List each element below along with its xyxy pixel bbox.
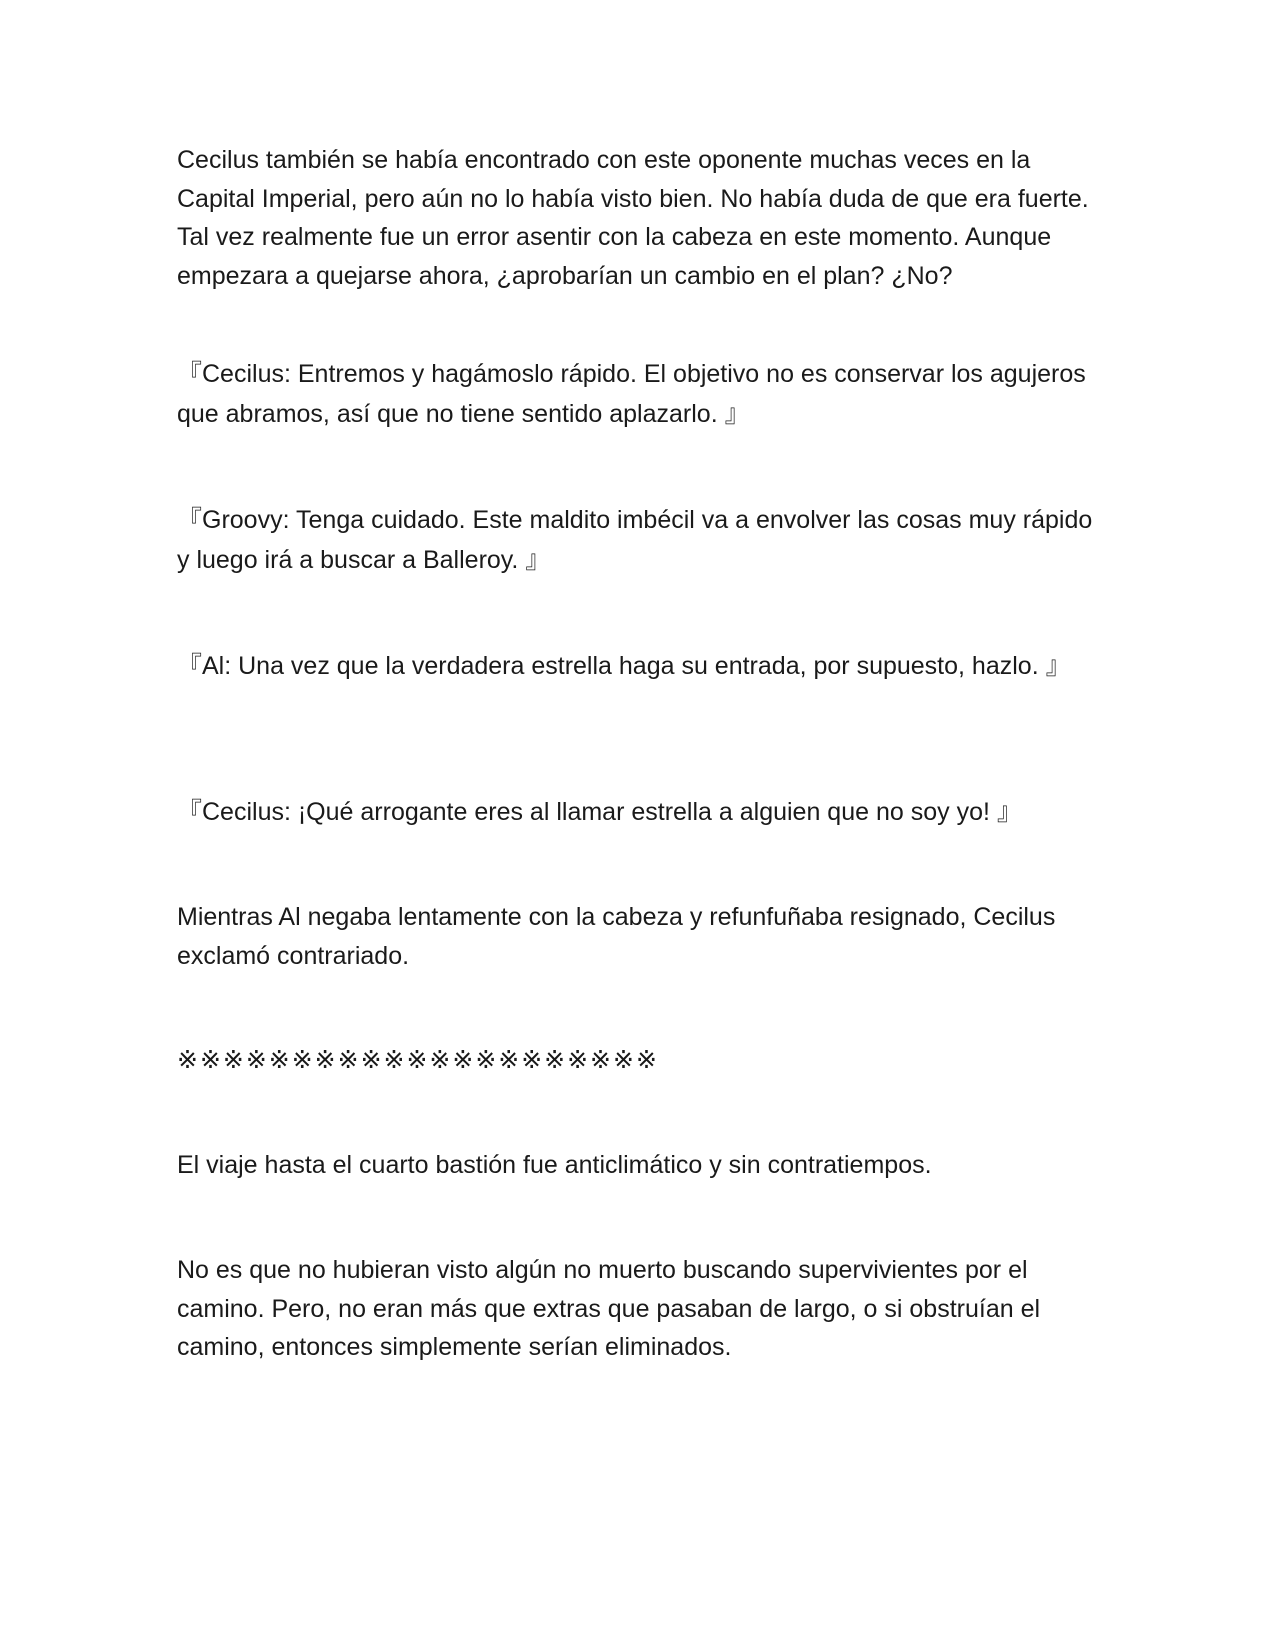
scene-break-separator: ※※※※※※※※※※※※※※※※※※※※※: [177, 1045, 659, 1074]
paragraph-no-muertos: No es que no hubieran visto algún no muerto buscando supervivientes por el camino. Pero, no eran más que extras que pasaban de largo, o si obstruían el camino, entonces simplemente serían eliminados.: [177, 1256, 1041, 1361]
paragraph-opening-narration: Cecilus también se había encontrado con este oponente muchas veces en la Capital Imperial, pero aún no lo había visto bien. No había duda de que era fuerte. Tal vez realmente fue un error asentir con la cabeza en este momento. Aunque empezara a quejarse ahora, ¿aprobarían un cambio en el plan? ¿No?: [177, 146, 1089, 290]
paragraph-viaje-bastion: El viaje hasta el cuarto bastión fue anticlimático y sin contratiempos.: [177, 1151, 932, 1179]
dialogue-al-estrella: 『Al: Una vez que la verdadera estrella haga su entrada, por supuesto, hazlo. 』: [177, 652, 1071, 680]
paragraph-al-resignado: Mientras Al negaba lentamente con la cabeza y refunfuñaba resignado, Cecilus exclamó contrariado.: [177, 903, 1056, 970]
dialogue-cecilus-entremos: 『Cecilus: Entremos y hagámoslo rápido. El objetivo no es conservar los agujeros que abramos, así que no tiene sentido aplazarlo. 』: [177, 360, 1086, 428]
dialogue-cecilus-arrogante: 『Cecilus: ¡Qué arrogante eres al llamar estrella a alguien que no soy yo! 』: [177, 798, 1022, 826]
dialogue-groovy-cuidado: 『Groovy: Tenga cuidado. Este maldito imbécil va a envolver las cosas muy rápido y luego irá a buscar a Balleroy. 』: [177, 506, 1093, 574]
